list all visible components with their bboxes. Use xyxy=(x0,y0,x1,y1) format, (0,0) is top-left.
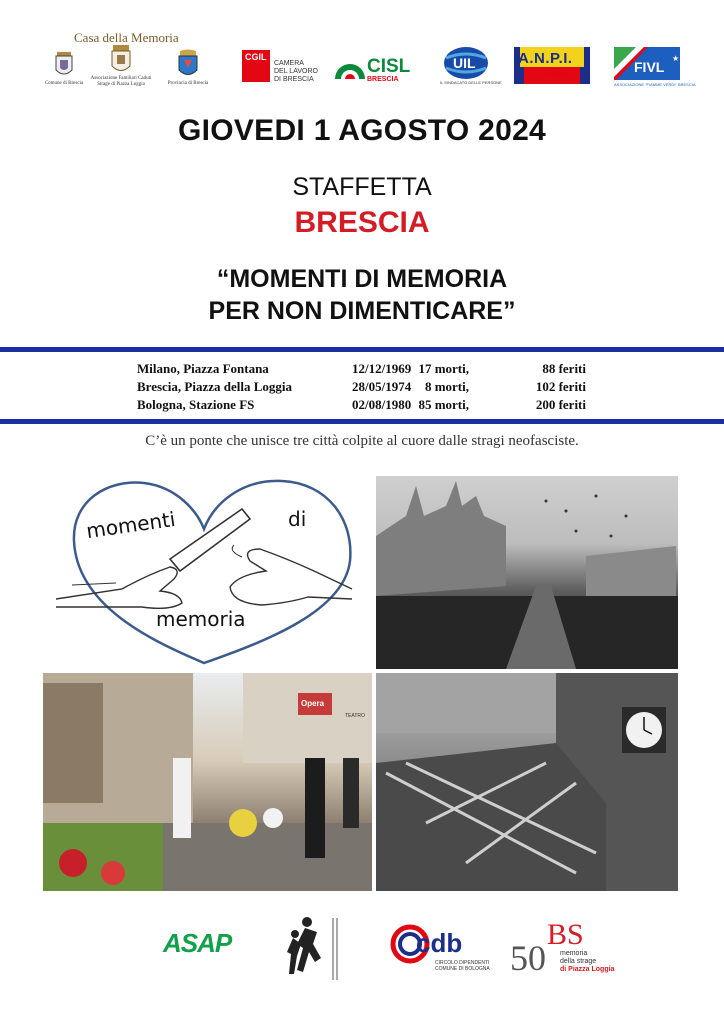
massacre-row xyxy=(0,379,724,397)
cdb-line-2: COMUNE DI BOLOGNA xyxy=(435,966,490,972)
bs-line-2: della strage xyxy=(560,958,597,965)
anpi-word: A.N.P.I. xyxy=(518,50,573,67)
uil-sub: IL SINDACATO DELLE PERSONE xyxy=(440,80,502,85)
massacre-dead: 8 morti, xyxy=(424,379,469,394)
loggia-sign-text-2: TEATRO xyxy=(345,713,365,719)
comune-brescia-label: Comune di Brescia xyxy=(44,81,84,86)
runners-icon xyxy=(283,914,343,984)
photo-brescia-piazza-loggia xyxy=(43,673,372,891)
massacre-dead: 17 morti, xyxy=(418,361,469,376)
massacre-place: Milano, Piazza Fontana xyxy=(137,361,269,376)
runner-logo xyxy=(283,914,343,989)
bologna-photo-shapes xyxy=(376,673,678,891)
cgil-word: CGIL xyxy=(245,52,267,62)
loggia-sign-text: Opera xyxy=(301,699,325,708)
massacre-injured: 102 feriti xyxy=(535,379,586,394)
fivl-sub: ASSOCIAZIONE "FIAMME VERDI" BRESCIA xyxy=(614,82,696,87)
provincia-crest-icon xyxy=(166,48,210,80)
massacre-row xyxy=(0,397,724,415)
bs-logo-text xyxy=(560,950,614,974)
quote-line-2: PER NON DIMENTICARE” xyxy=(208,297,516,325)
event-date: GIOVEDI 1 AGOSTO 2024 xyxy=(177,114,547,147)
intro-sentence: C’è un ponte che unisce tre città colpite al cuore dalle stragi neofasciste. xyxy=(145,433,579,449)
cisl-arc-icon xyxy=(333,55,367,81)
massacre-date: 28/05/1974 xyxy=(352,379,412,394)
fivl-word: FIVL xyxy=(634,59,665,75)
casa-della-memoria-title: Casa della Memoria xyxy=(74,30,179,45)
band-bottom-divider xyxy=(0,419,724,424)
massacre-place: Brescia, Piazza della Loggia xyxy=(137,379,293,394)
cdb-word: cdb xyxy=(416,928,463,958)
bs-line-3 xyxy=(560,966,614,974)
uil-word: UIL xyxy=(453,55,476,71)
massacre-injured: 200 feriti xyxy=(535,397,586,412)
associazione-familiari-logo xyxy=(86,44,156,90)
cdb-line-1: CIRCOLO DIPENDENTI xyxy=(435,960,490,966)
cisl-sub: BRESCIA xyxy=(367,76,399,83)
associazione-label-2: Strage di Piazza Loggia xyxy=(97,82,145,87)
comune-crest-icon xyxy=(44,50,84,80)
heart-word-1: momenti xyxy=(84,506,177,544)
heart-logo xyxy=(52,471,357,667)
asap-logo: ASAP xyxy=(163,928,232,958)
event-quote xyxy=(0,263,724,327)
bs-logo-letters: BS xyxy=(547,918,584,951)
photo-bologna-stazione xyxy=(376,673,678,891)
massacre-row xyxy=(0,361,724,379)
bs-line-1: memoria xyxy=(560,950,588,957)
massacre-date: 02/08/1980 xyxy=(352,397,412,412)
cdb-text xyxy=(435,960,490,972)
cgil-line-3: DI BRESCIA xyxy=(274,76,314,83)
anpi-sub: Brescia xyxy=(540,69,569,78)
associazione-crest-icon xyxy=(86,44,156,76)
cisl-logo-mark xyxy=(333,55,367,86)
massacre-dead: 85 morti, xyxy=(418,397,469,412)
provincia-brescia-logo xyxy=(166,48,210,90)
bs-line-3-text: di Piazza Loggia xyxy=(560,966,615,973)
comune-brescia-logo xyxy=(44,50,84,90)
event-type: STAFFETTA xyxy=(292,173,432,201)
svg-text:★: ★ xyxy=(672,54,680,63)
cisl-word: CISL xyxy=(367,56,411,77)
associazione-label-1: Associazione Familiari Caduti xyxy=(90,76,152,81)
heart-icon xyxy=(52,471,357,667)
band-top-divider xyxy=(0,347,724,352)
event-city: BRESCIA xyxy=(294,206,430,239)
milano-photo-shapes xyxy=(376,476,678,669)
fifty-logo-number: 50 xyxy=(510,938,546,978)
provincia-brescia-label: Provincia di Brescia xyxy=(167,81,209,86)
massacre-injured: 88 feriti xyxy=(542,361,586,376)
massacre-place: Bologna, Stazione FS xyxy=(137,397,255,412)
heart-word-3: memoria xyxy=(156,607,246,631)
cgil-line-2: DEL LAVORO xyxy=(274,68,318,75)
cgil-line-1: CAMERA xyxy=(274,60,304,67)
massacre-date: 12/12/1969 xyxy=(352,361,412,376)
heart-word-2: di xyxy=(288,507,307,531)
cgil-text xyxy=(274,60,318,84)
photo-milano-piazza-duomo xyxy=(376,476,678,669)
quote-line-1: “MOMENTI DI MEMORIA xyxy=(216,265,508,293)
